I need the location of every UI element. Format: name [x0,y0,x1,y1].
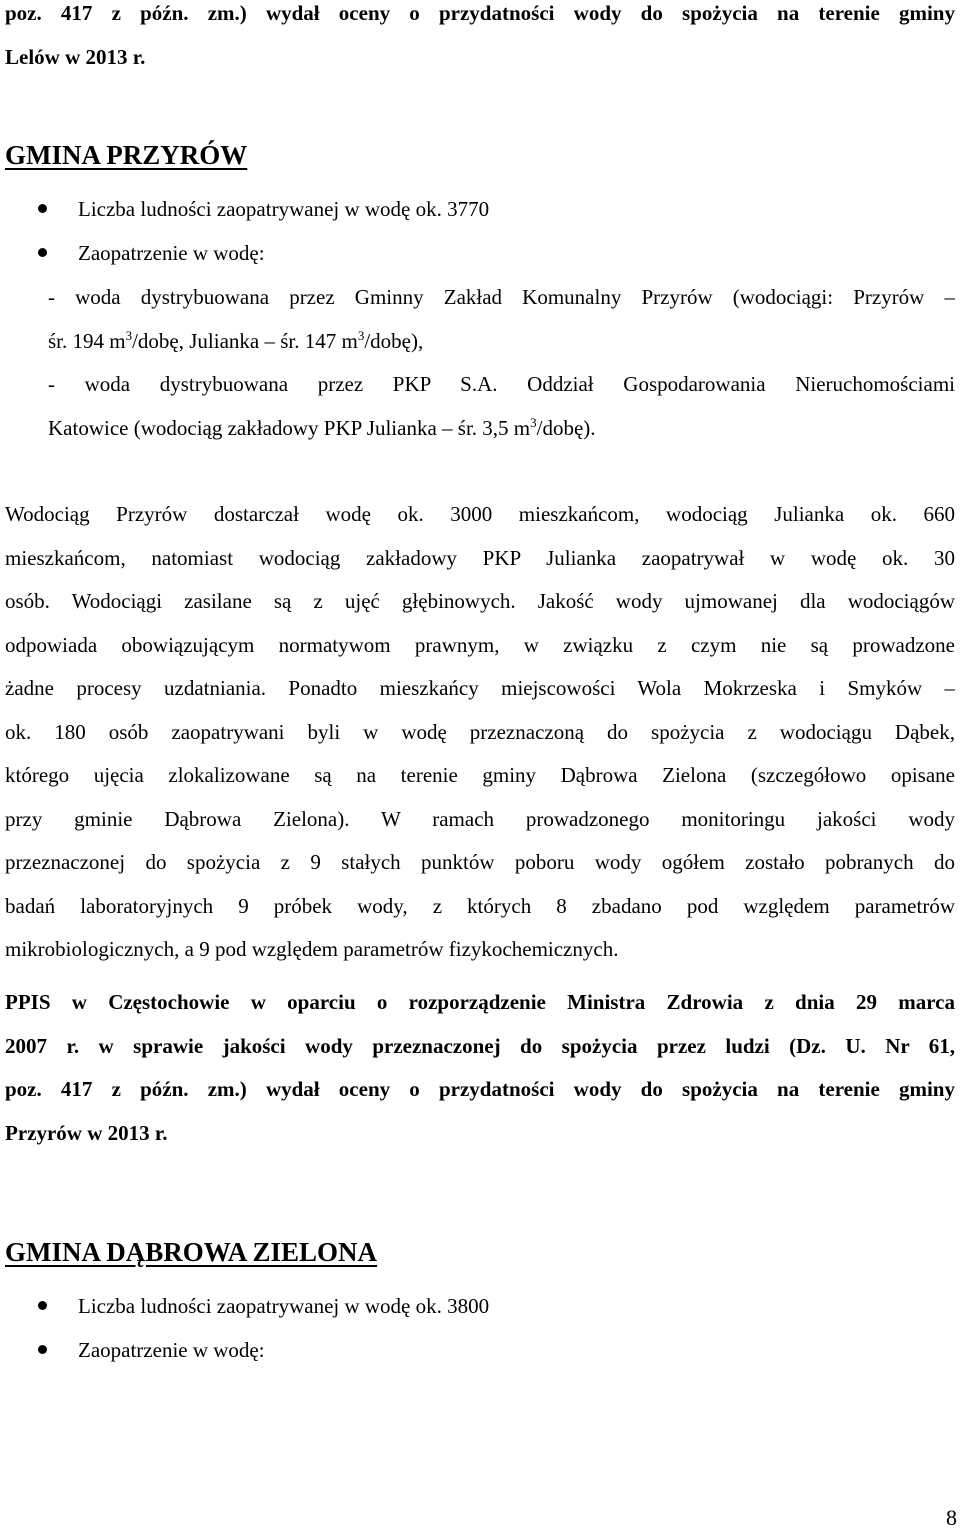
conclusion-line: poz. 417 z późn. zm.) wydał oceny o przydatności wody do spożycia na terenie gminy [5,1077,955,1101]
top-paragraph [5,0,955,79]
page-number: 8 [946,1505,957,1530]
body-line: odpowiada obowiązującym normatywom prawnym, w związku z czym nie są prowadzone [5,632,955,657]
body-line: przy gminie Dąbrowa Zielona). W ramach prowadzonego monitoringu jakości wody [5,806,955,831]
supply-1-line-1: - woda dystrybuowana przez Gminny Zakład Komunalny Przyrów (wodociągi: Przyrów – [48,285,955,309]
supply-details [48,276,955,450]
body-paragraph [5,493,955,972]
body-line: żadne procesy uzdatniania. Ponadto mieszkańcy miejscowości Wola Mokrzeska i Smyków – [5,676,955,700]
body-line: ok. 180 osób zaopatrywani byli w wodę przeznaczoną do spożycia z wodociągu Dąbek, [5,719,955,744]
body-line: mieszkańcom, natomiast wodociąg zakładowy PKP Julianka zaopatrywał w wodę ok. 30 [5,545,955,570]
body-line: badań laboratoryjnych 9 próbek wody, z których 8 zbadano pod względem parametrów [5,893,955,918]
bullet-text: Zaopatrzenie w wodę: [78,1338,265,1362]
body-line: mikrobiologicznych, a 9 pod względem parametrów fizykochemicznych. [5,937,619,961]
section-heading-przyrow: GMINA PRZYRÓW [5,140,248,170]
body-line: Wodociąg Przyrów dostarczał wodę ok. 3000 mieszkańcom, wodociąg Julianka ok. 660 [5,502,955,526]
conclusion-line: PPIS w Częstochowie w oparciu o rozporządzenie Ministra Zdrowia z dnia 29 marca [5,990,955,1014]
conclusion-paragraph [5,981,955,1155]
supply-2-line-2: Katowice (wodociąg zakładowy PKP Julianka – śr. 3,5 $m^3/dobę$). [48,414,596,440]
body-line: którego ujęcia zlokalizowane są na terenie gminy Dąbrowa Zielona (szczegółowo opisane [5,763,955,787]
supply-2-line-1: - woda dystrybuowana przez PKP S.A. Oddział Gospodarowania Nieruchomościami [48,372,955,396]
conclusion-line: Przyrów w 2013 r. [5,1120,168,1145]
bullet-text: Zaopatrzenie w wodę: [78,241,265,265]
top-paragraph-line-2: Lelów w 2013 r. [5,44,146,69]
bullet-text: Liczba ludności zaopatrywanej w wodę ok. 3800 [78,1294,490,1318]
bullet-dot-icon [38,1345,47,1354]
bullet-dot-icon [38,1301,47,1310]
bullet-text: Liczba ludności zaopatrywanej w wodę ok. 3770 [78,197,490,221]
bullet-dot-icon [38,248,47,257]
supply-1-line-2: śr. 194 $m^3$/dobę, Julianka – śr. 147 $m^3/dobę$), [48,327,424,353]
body-line: osób. Wodociągi zasilane są z ujęć głębinowych. Jakość wody ujmowanej dla wodociągów [5,589,955,613]
top-paragraph-line-1: poz. 417 z późn. zm.) wydał oceny o przydatności wody do spożycia na terenie gminy [5,1,955,25]
section-heading-dabrowa-zielona: GMINA DĄBROWA ZIELONA [5,1237,378,1267]
body-line: przeznaczonej do spożycia z 9 stałych punktów poboru wody ogółem zostało pobranych do [5,850,955,874]
conclusion-line: 2007 r. w sprawie jakości wody przeznaczonej do spożycia przez ludzi (Dz. U. Nr 61, [5,1033,955,1058]
bullet-dot-icon [38,204,47,213]
